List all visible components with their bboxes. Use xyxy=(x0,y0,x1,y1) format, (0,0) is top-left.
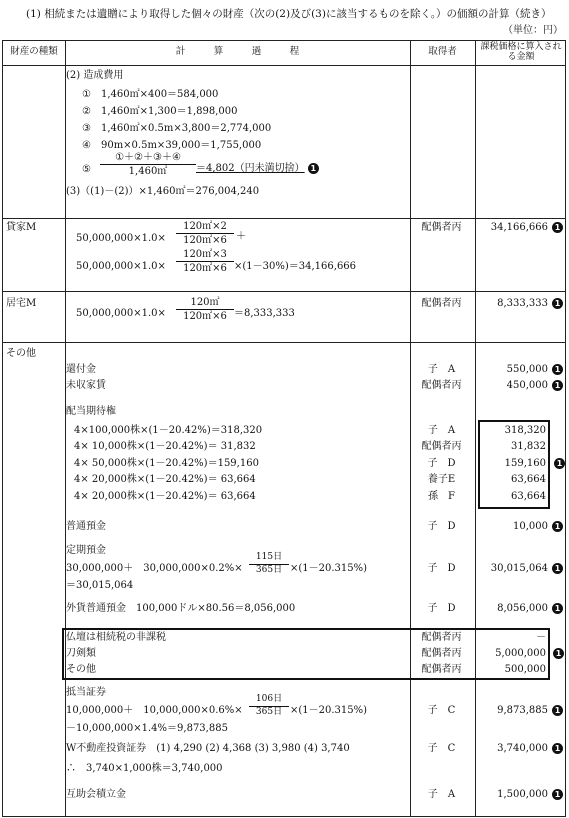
amount: 3,740,000 xyxy=(497,743,548,754)
item-label: 刀剣類 xyxy=(66,648,96,659)
calc-line-result xyxy=(196,163,319,175)
acquirer: 養子E xyxy=(427,474,456,485)
amount: 9,873,885 xyxy=(497,705,548,716)
calc-line: 4× 20,000株×(1－20.42%)＝ 63,664 xyxy=(74,491,256,502)
column-header-acquirer: 取得者 xyxy=(428,46,457,57)
acquirer: 配偶者丙 xyxy=(421,648,462,659)
amount: 500,000 xyxy=(504,664,546,675)
row-divider xyxy=(3,218,565,219)
fraction xyxy=(176,221,234,246)
mark-1-icon: 1 xyxy=(554,458,565,469)
amount: 63,664 xyxy=(511,491,546,502)
calc-line: (3)（(1)－(2)）×1,460㎡＝276,004,240 xyxy=(66,186,260,197)
acquirer: 子 A xyxy=(427,789,456,800)
amount: 5,000,000 xyxy=(495,648,546,659)
acquirer: 子 D xyxy=(427,563,456,574)
fraction-denominator: 1,460㎡ xyxy=(128,166,168,177)
item-label: 定期預金 xyxy=(66,545,106,556)
fraction-numerator: ①＋②＋③＋④ xyxy=(100,152,196,165)
fraction xyxy=(176,249,234,274)
unit-label: （単位：円） xyxy=(503,25,563,36)
fraction-numerator: 115日 xyxy=(249,553,289,565)
mark-1-icon: 1 xyxy=(552,603,563,614)
calc-line-prefix: ⑤ xyxy=(82,164,91,175)
amount: 550,000 xyxy=(506,364,548,375)
item-label: 未収家賃 xyxy=(66,380,106,391)
calc-line: 50,000,000×1.0× xyxy=(76,261,166,272)
amount: 8,056,000 xyxy=(497,603,548,614)
page-title: (1) 相続または遺贈により取得した個々の財産（次の(2)及び(3)に該当するものを除く。）の価額の計算（続き） xyxy=(26,8,552,20)
acquirer: 子 D xyxy=(427,603,456,614)
property-type-kashiya: 貸家M xyxy=(6,222,37,233)
section-heading: (2) 造成費用 xyxy=(66,70,124,81)
item-label: その他 xyxy=(66,664,96,675)
mark-1-icon: 1 xyxy=(552,364,563,375)
calc-line: －10,000,000×1.4%＝9,873,885 xyxy=(66,723,228,734)
acquirer: 子 D xyxy=(427,458,456,469)
column-header-amount: 課税価格に算入される金額 xyxy=(480,42,562,63)
acquirer: 配偶者丙 xyxy=(421,298,462,309)
column-header-type: 財産の種類 xyxy=(10,46,58,57)
calc-line: 30,000,000＋ 30,000,000×0.2%× xyxy=(66,563,243,574)
item-label: 還付金 xyxy=(66,364,96,375)
calc-line: 50,000,000×1.0× xyxy=(76,308,166,319)
mark-1-icon: 1 xyxy=(308,163,319,174)
acquirer: 孫 F xyxy=(428,491,455,502)
acquirer: 子 A xyxy=(427,425,456,436)
mark-1-icon: 1 xyxy=(552,521,563,532)
calc-line: ＝30,015,064 xyxy=(66,580,134,591)
mark-1-icon: 1 xyxy=(552,789,563,800)
acquirer: 子 C xyxy=(427,705,456,716)
calc-line: 10,000,000＋ 10,000,000×0.6%× xyxy=(66,705,243,716)
acquirer: 配偶者丙 xyxy=(421,664,462,675)
property-type-sonota: その他 xyxy=(6,348,36,359)
amount: 1,500,000 xyxy=(497,789,548,800)
row-divider xyxy=(3,342,565,343)
calc-line: ③ 1,460㎡×0.5m×3,800＝2,774,000 xyxy=(82,123,272,134)
calc-line: ×(1－30%)＝34,166,666 xyxy=(234,261,357,272)
column-header-calc: 計 算 過 程 xyxy=(175,46,300,57)
mark-1-icon: 1 xyxy=(552,563,563,574)
mark-1-icon: 1 xyxy=(552,222,563,233)
amount: 30,015,064 xyxy=(490,563,548,574)
amount: 318,320 xyxy=(504,425,546,436)
plus-sign: ＋ xyxy=(236,231,246,242)
fraction xyxy=(100,152,196,177)
acquirer: 子 D xyxy=(427,521,456,532)
item-label: 互助会積立金 xyxy=(66,789,126,800)
acquirer: 配偶者丙 xyxy=(421,441,462,452)
fraction-denominator: 120㎡×6 xyxy=(183,311,227,322)
item-label: 配当期待権 xyxy=(66,406,116,417)
fraction-numerator: 106日 xyxy=(249,695,289,707)
acquirer: 配偶者丙 xyxy=(421,380,462,391)
acquirer: 子 A xyxy=(427,364,456,375)
amount: 31,832 xyxy=(511,441,546,452)
acquirer: 配偶者丙 xyxy=(421,222,462,233)
fraction-denominator: 120㎡×6 xyxy=(183,263,227,274)
item-label: 仏壇は相続税の非課税 xyxy=(66,632,166,643)
item-label: 抵当証券 xyxy=(66,687,106,698)
amount: 34,166,666 xyxy=(490,222,548,233)
mark-1-icon: 1 xyxy=(552,743,563,754)
mark-1-icon: 1 xyxy=(553,648,564,659)
calc-line: ＝8,333,333 xyxy=(234,308,295,319)
calc-line: 4× 10,000株×(1－20.42%)＝ 31,832 xyxy=(74,441,256,452)
mark-1-icon: 1 xyxy=(552,705,563,716)
calc-result: ＝4,802（円未満切捨） xyxy=(196,163,305,174)
item-label: 普通預金 xyxy=(66,521,106,532)
calc-line: ×(1－20.315%) xyxy=(290,563,368,574)
row-divider xyxy=(3,291,565,292)
fraction-denominator: 120㎡×6 xyxy=(183,235,227,246)
row-divider xyxy=(3,65,565,66)
amount: 159,160 xyxy=(504,458,546,469)
acquirer: 配偶者丙 xyxy=(421,632,462,643)
amount: 450,000 xyxy=(506,380,548,391)
mark-1-icon: 1 xyxy=(552,380,563,391)
acquirer: 子 C xyxy=(427,743,456,754)
fraction xyxy=(176,297,234,322)
calc-line: 4× 20,000株×(1－20.42%)＝ 63,664 xyxy=(74,474,256,485)
item-label: 外貨普通預金 100,000ドル×80.56＝8,056,000 xyxy=(66,603,296,614)
calc-line: 4×100,000株×(1－20.42%)＝318,320 xyxy=(74,425,263,436)
column-divider xyxy=(65,41,66,816)
calc-line: ① 1,460㎡×400＝584,000 xyxy=(82,89,219,100)
property-type-kyotaku: 居宅M xyxy=(6,298,37,309)
calc-line: ∴ 3,740×1,000株＝3,740,000 xyxy=(66,763,223,774)
amount: 63,664 xyxy=(511,474,546,485)
fraction-denominator: 365日 xyxy=(255,706,283,717)
calc-line: ④ 90m×0.5m×39,000＝1,755,000 xyxy=(82,140,262,151)
calc-line: ② 1,460㎡×1,300＝1,898,000 xyxy=(82,106,238,117)
amount: － xyxy=(536,632,546,643)
fraction xyxy=(249,553,289,576)
calc-line: 50,000,000×1.0× xyxy=(76,233,166,244)
item-label: W不動産投資証券 (1) 4,290 (2) 4,368 (3) 3,980 (4) 3,740 xyxy=(66,743,350,754)
fraction-numerator: 120㎡×2 xyxy=(176,221,234,234)
fraction-numerator: 120㎡×3 xyxy=(176,249,234,262)
amount: 8,333,333 xyxy=(497,298,548,309)
calc-line: ×(1－20.315%) xyxy=(290,705,368,716)
fraction-denominator: 365日 xyxy=(255,564,283,575)
mark-1-icon: 1 xyxy=(552,298,563,309)
fraction-numerator: 120㎡ xyxy=(176,297,234,310)
amount: 10,000 xyxy=(513,521,548,532)
calc-line: 4× 50,000株×(1－20.42%)＝159,160 xyxy=(74,458,259,469)
fraction xyxy=(249,695,289,718)
